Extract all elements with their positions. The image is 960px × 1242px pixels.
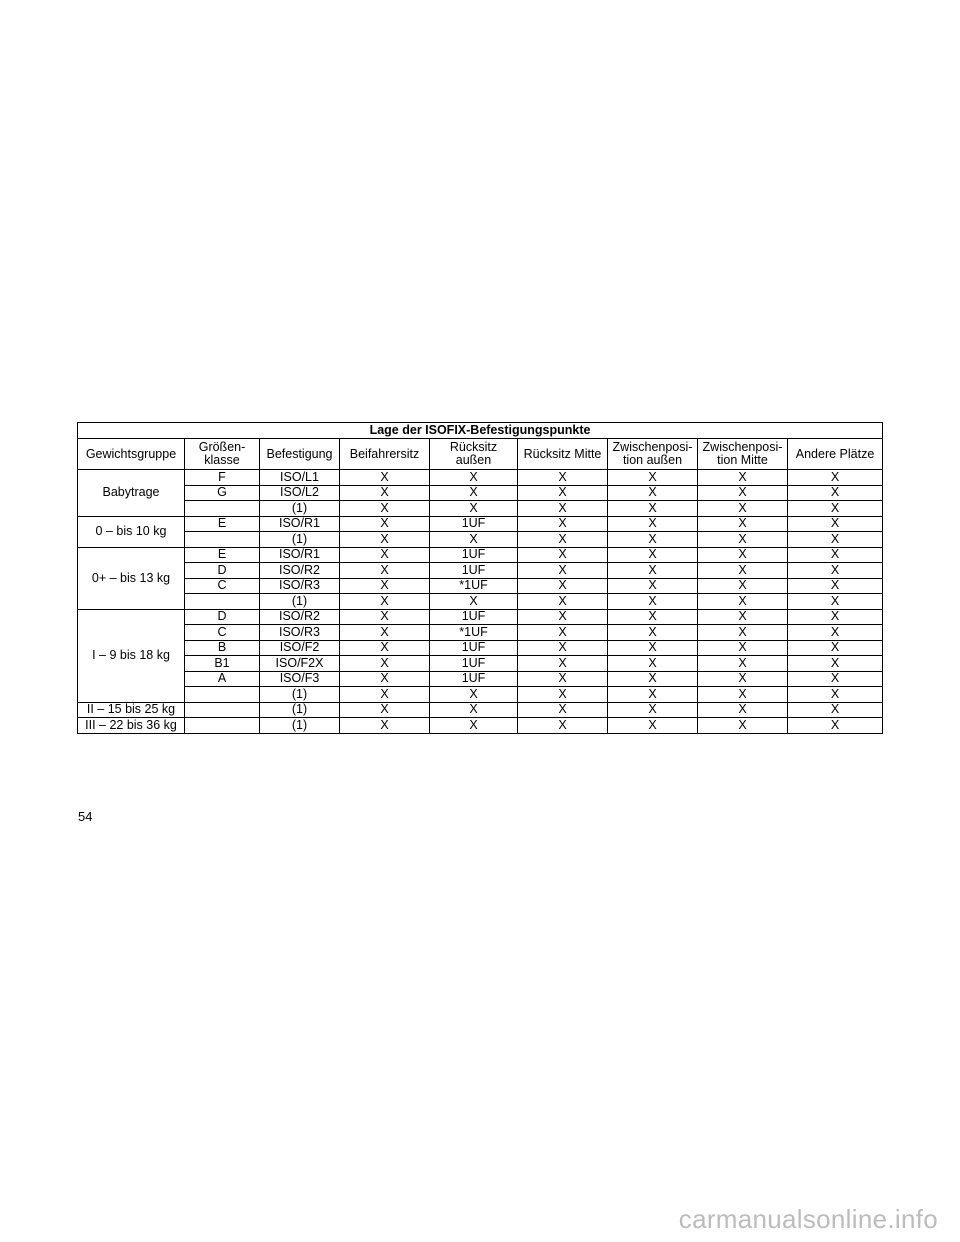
weight-group-cell: 0+ – bis 13 kg bbox=[78, 547, 185, 609]
table-cell: X bbox=[430, 501, 518, 517]
table-cell: X bbox=[698, 718, 788, 734]
column-header: Rücksitz Mitte bbox=[518, 439, 608, 470]
table-cell: X bbox=[430, 594, 518, 610]
table-cell: X bbox=[518, 702, 608, 718]
table-cell: ISO/F2 bbox=[260, 640, 340, 656]
table-row bbox=[78, 687, 883, 703]
table-cell: X bbox=[698, 594, 788, 610]
table-cell: ISO/L1 bbox=[260, 470, 340, 486]
table-cell: (1) bbox=[260, 532, 340, 548]
table-cell: X bbox=[340, 578, 430, 594]
table-cell: X bbox=[788, 640, 883, 656]
table-cell: A bbox=[185, 671, 260, 687]
table-cell: 1UF bbox=[430, 563, 518, 579]
column-header: Andere Plätze bbox=[788, 439, 883, 470]
table-cell: X bbox=[698, 702, 788, 718]
table-title: Lage der ISOFIX-Befestigungspunkte bbox=[78, 423, 883, 439]
table-cell: X bbox=[698, 578, 788, 594]
table-cell: X bbox=[518, 625, 608, 641]
table-cell: X bbox=[608, 594, 698, 610]
table-cell: X bbox=[788, 470, 883, 486]
table-cell: X bbox=[788, 501, 883, 517]
table-cell: X bbox=[608, 671, 698, 687]
table-cell: X bbox=[608, 656, 698, 672]
table-cell: 1UF bbox=[430, 516, 518, 532]
table-cell: X bbox=[518, 485, 608, 501]
table-row bbox=[78, 609, 883, 625]
table-cell: X bbox=[608, 516, 698, 532]
watermark-logo: carmanualsonline.info bbox=[678, 1204, 938, 1234]
page-number: 54 bbox=[78, 809, 93, 824]
weight-group-cell: III – 22 bis 36 kg bbox=[78, 718, 185, 734]
table-cell: X bbox=[698, 501, 788, 517]
table-cell: X bbox=[788, 547, 883, 563]
table-cell: X bbox=[518, 470, 608, 486]
table-cell: 1UF bbox=[430, 609, 518, 625]
table-cell: X bbox=[788, 578, 883, 594]
table-cell: X bbox=[518, 687, 608, 703]
table-cell: X bbox=[518, 563, 608, 579]
table-cell: X bbox=[788, 563, 883, 579]
table-cell: X bbox=[788, 656, 883, 672]
table-cell: ISO/R3 bbox=[260, 625, 340, 641]
table-row bbox=[78, 485, 883, 501]
table-cell: X bbox=[788, 671, 883, 687]
table-cell: X bbox=[518, 656, 608, 672]
table-cell: X bbox=[340, 547, 430, 563]
table-cell bbox=[185, 718, 260, 734]
table-cell: C bbox=[185, 578, 260, 594]
table-cell: X bbox=[340, 671, 430, 687]
table-cell: X bbox=[518, 594, 608, 610]
table-cell: X bbox=[340, 687, 430, 703]
table-cell: X bbox=[698, 516, 788, 532]
table-cell: X bbox=[518, 578, 608, 594]
table-cell: ISO/R2 bbox=[260, 609, 340, 625]
table-cell: ISO/R3 bbox=[260, 578, 340, 594]
table-cell: X bbox=[788, 516, 883, 532]
column-header: Zwischenposi- tion außen bbox=[608, 439, 698, 470]
column-header: Größen- klasse bbox=[185, 439, 260, 470]
column-header: Befestigung bbox=[260, 439, 340, 470]
table-row bbox=[78, 640, 883, 656]
weight-group-cell: I – 9 bis 18 kg bbox=[78, 609, 185, 702]
table-cell: *1UF bbox=[430, 578, 518, 594]
table-cell: X bbox=[608, 687, 698, 703]
table-cell: X bbox=[430, 718, 518, 734]
table-cell: X bbox=[340, 718, 430, 734]
table-cell: D bbox=[185, 609, 260, 625]
table-row bbox=[78, 532, 883, 548]
table-cell: X bbox=[788, 718, 883, 734]
table-cell: X bbox=[608, 702, 698, 718]
table-cell: X bbox=[698, 532, 788, 548]
table-cell: X bbox=[608, 578, 698, 594]
table-cell: X bbox=[430, 702, 518, 718]
table-row bbox=[78, 718, 883, 734]
table-cell: X bbox=[340, 625, 430, 641]
table-cell: X bbox=[698, 625, 788, 641]
table-cell: ISO/R2 bbox=[260, 563, 340, 579]
table-cell: X bbox=[608, 625, 698, 641]
table-cell: 1UF bbox=[430, 656, 518, 672]
table-cell: X bbox=[340, 656, 430, 672]
table-row bbox=[78, 578, 883, 594]
table-cell: X bbox=[698, 563, 788, 579]
column-header: Rücksitz außen bbox=[430, 439, 518, 470]
table-cell: X bbox=[698, 640, 788, 656]
table-cell: X bbox=[788, 532, 883, 548]
weight-group-cell: 0 – bis 10 kg bbox=[78, 516, 185, 547]
table-row bbox=[78, 625, 883, 641]
table-body bbox=[78, 470, 883, 734]
table-cell: X bbox=[518, 609, 608, 625]
table-row bbox=[78, 470, 883, 486]
table-cell: *1UF bbox=[430, 625, 518, 641]
table-cell: X bbox=[698, 656, 788, 672]
table-cell: ISO/F2X bbox=[260, 656, 340, 672]
table-cell: X bbox=[698, 671, 788, 687]
table-cell: B1 bbox=[185, 656, 260, 672]
table-cell: X bbox=[340, 516, 430, 532]
table-row bbox=[78, 547, 883, 563]
table-cell: X bbox=[788, 625, 883, 641]
table-cell: X bbox=[698, 687, 788, 703]
table-cell: X bbox=[340, 640, 430, 656]
table-cell: X bbox=[608, 718, 698, 734]
table-cell: X bbox=[788, 687, 883, 703]
weight-group-cell: Babytrage bbox=[78, 470, 185, 517]
column-header: Beifahrersitz bbox=[340, 439, 430, 470]
table-cell: X bbox=[518, 718, 608, 734]
table-cell: X bbox=[608, 609, 698, 625]
table-cell: (1) bbox=[260, 501, 340, 517]
isofix-table bbox=[77, 422, 883, 734]
table-cell bbox=[185, 532, 260, 548]
table-cell: X bbox=[788, 485, 883, 501]
table-cell: X bbox=[698, 470, 788, 486]
table-cell: ISO/R1 bbox=[260, 547, 340, 563]
table-cell: 1UF bbox=[430, 640, 518, 656]
table-cell bbox=[185, 501, 260, 517]
table-row bbox=[78, 656, 883, 672]
table-cell: D bbox=[185, 563, 260, 579]
table-cell: X bbox=[518, 532, 608, 548]
table-cell bbox=[185, 702, 260, 718]
table-cell: X bbox=[340, 470, 430, 486]
column-header: Gewichtsgruppe bbox=[78, 439, 185, 470]
table-cell: F bbox=[185, 470, 260, 486]
table-cell: X bbox=[340, 609, 430, 625]
table-cell: X bbox=[788, 609, 883, 625]
table-cell: X bbox=[518, 547, 608, 563]
table-cell: X bbox=[608, 640, 698, 656]
table-cell: ISO/L2 bbox=[260, 485, 340, 501]
table-row bbox=[78, 671, 883, 687]
table-cell: X bbox=[608, 563, 698, 579]
table-cell: X bbox=[608, 501, 698, 517]
column-header: Zwischenposi- tion Mitte bbox=[698, 439, 788, 470]
table-cell: X bbox=[518, 640, 608, 656]
table-cell: X bbox=[518, 516, 608, 532]
table-cell: X bbox=[698, 609, 788, 625]
table-cell: G bbox=[185, 485, 260, 501]
table-cell: X bbox=[430, 470, 518, 486]
table-cell: X bbox=[430, 687, 518, 703]
table-cell: X bbox=[340, 702, 430, 718]
table-cell: X bbox=[340, 594, 430, 610]
table-cell: (1) bbox=[260, 594, 340, 610]
table-cell: 1UF bbox=[430, 547, 518, 563]
table-cell: X bbox=[430, 532, 518, 548]
table-row bbox=[78, 702, 883, 718]
table-cell: X bbox=[698, 485, 788, 501]
table-cell: ISO/F3 bbox=[260, 671, 340, 687]
table-cell: ISO/R1 bbox=[260, 516, 340, 532]
table-cell bbox=[185, 687, 260, 703]
table-cell: X bbox=[608, 532, 698, 548]
table-row bbox=[78, 516, 883, 532]
table-cell: X bbox=[430, 485, 518, 501]
table-cell: X bbox=[788, 594, 883, 610]
table-cell: X bbox=[340, 532, 430, 548]
table-row bbox=[78, 594, 883, 610]
table-cell: X bbox=[340, 563, 430, 579]
table-cell bbox=[185, 594, 260, 610]
table-cell: X bbox=[340, 501, 430, 517]
table-cell: X bbox=[518, 671, 608, 687]
table-cell: E bbox=[185, 516, 260, 532]
table-row bbox=[78, 563, 883, 579]
weight-group-cell: II – 15 bis 25 kg bbox=[78, 702, 185, 718]
table-cell: (1) bbox=[260, 687, 340, 703]
table-cell: (1) bbox=[260, 702, 340, 718]
table-cell: C bbox=[185, 625, 260, 641]
table-cell: X bbox=[608, 547, 698, 563]
table-cell: E bbox=[185, 547, 260, 563]
table-cell: X bbox=[518, 501, 608, 517]
table-cell: X bbox=[340, 485, 430, 501]
table-cell: 1UF bbox=[430, 671, 518, 687]
table-cell: X bbox=[608, 485, 698, 501]
table-row bbox=[78, 501, 883, 517]
table-cell: X bbox=[698, 547, 788, 563]
table-cell: X bbox=[788, 702, 883, 718]
table-cell: B bbox=[185, 640, 260, 656]
header-row bbox=[78, 439, 883, 470]
table-cell: X bbox=[608, 470, 698, 486]
table-cell: (1) bbox=[260, 718, 340, 734]
